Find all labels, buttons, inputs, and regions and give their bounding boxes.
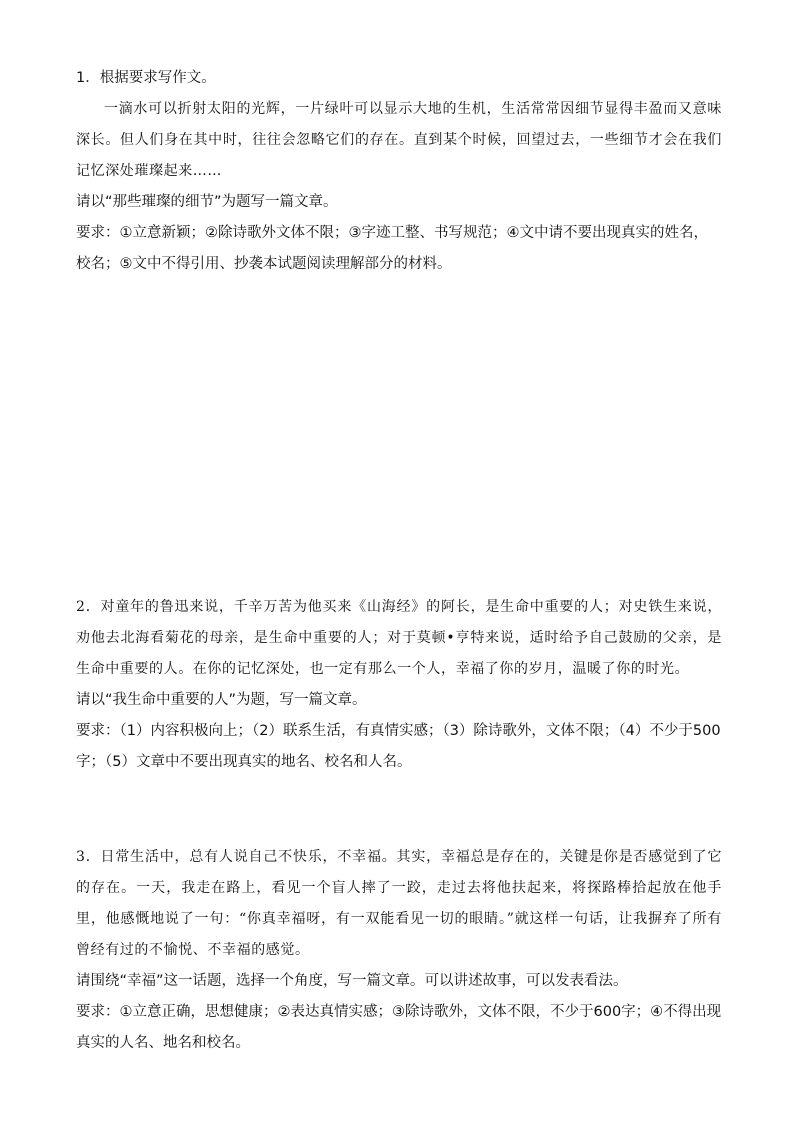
question-1-requirements: 要求：①立意新颖；②除诗歌外文体不限；③字迹工整、书写规范；④文中请不要出现真实的姓名，校名；⑤文中不得引用、抄袭本试题阅读理解部分的材料。 <box>76 225 708 272</box>
question-3-stem: 日常生活中，总有人说自己不快乐，不幸福。其实，幸福总是存在的，关键是你是否感觉到了它的存在。一天，我走在路上，看见一个盲人摔了一跤，走过去将他扶起来，将探路棒拾起放在他手里，他感慨地说了一句：“你真幸福呀，有一双能看见一切的眼睛。”就这样一句话，让我摒弃了所有曾经有过的不愉悦、不幸福的感觉。 <box>76 849 722 958</box>
question-3-stem-line <box>76 842 722 966</box>
question-1-heading-line <box>76 63 722 94</box>
question-3 <box>76 842 722 1059</box>
question-3-requirements: 要求：①立意正确，思想健康；②表达真情实感；③除诗歌外，文体不限，不少于600字；④不得出现真实的人名、地名和校名。 <box>76 1004 722 1051</box>
question-1-heading: 根据要求写作文。 <box>99 70 216 86</box>
question-2-prompt: 请以“我生命中重要的人”为题，写一篇文章。 <box>76 692 367 708</box>
question-2-requirements: 要求：（1）内容积极向上；（2）联系生活，有真情实感；（3）除诗歌外，文体不限；（4）不少于500字；（5）文章中不要出现真实的地名、校名和人名。 <box>76 723 721 770</box>
question-2-number: 2． <box>76 599 101 615</box>
question-3-number: 3． <box>76 849 101 865</box>
question-2-stem-line <box>76 592 722 685</box>
question-1-number: 1． <box>76 70 100 86</box>
question-2-stem: 对童年的鲁迅来说，千辛万苦为他买来《山海经》的阿长，是生命中重要的人；对史铁生来说，劝他去北海看菊花的母亲，是生命中重要的人；对于莫顿•亨特来说，适时给予自己鼓励的父亲，是生命中重要的人。在你的记忆深处，也一定有那么一个人，幸福了你的岁月，温暖了你的时光。 <box>76 599 722 677</box>
question-1-prompt: 请以“那些璀璨的细节”为题写一篇文章。 <box>76 194 338 210</box>
question-2 <box>76 592 722 778</box>
question-1 <box>76 63 722 280</box>
question-1-stem: 一滴水可以折射太阳的光辉，一片绿叶可以显示大地的生机，生活常常因细节显得丰盈而又意味深长。但人们身在其中时，往往会忽略它们的存在。直到某个时候，回望过去，一些细节才会在我们记忆深处璀璨起来…… <box>76 101 722 179</box>
question-3-prompt: 请围绕“幸福”这一话题，选择一个角度，写一篇文章。可以讲述故事，可以发表看法。 <box>76 973 628 989</box>
